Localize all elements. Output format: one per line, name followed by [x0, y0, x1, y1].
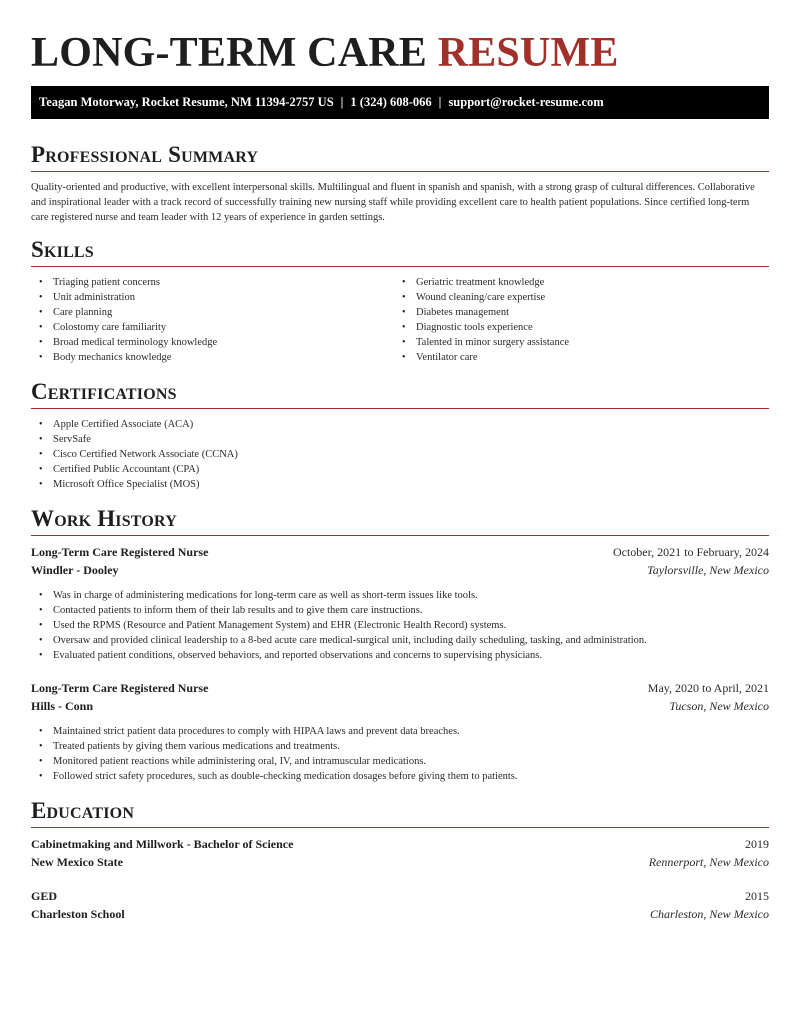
job-location: Taylorsville, New Mexico: [647, 563, 769, 577]
job-company: Windler - Dooley: [31, 563, 119, 577]
duty-item: • Monitored patient reactions while administering oral, IV, and intramuscular medications.: [31, 754, 769, 769]
job-duties: [31, 588, 769, 663]
certification-item: • ServSafe: [31, 432, 769, 447]
work-section: [31, 505, 769, 784]
contact-separator: |: [340, 95, 344, 109]
education-year: 2019: [745, 837, 769, 851]
skill-item: • Wound cleaning/care expertise: [394, 290, 757, 305]
skills-heading: Skills: [31, 237, 94, 262]
job-company: Hills - Conn: [31, 699, 94, 713]
duty-item: • Used the RPMS (Resource and Patient Management System) and EHR (Electronic Health Record) systems.: [31, 618, 769, 633]
skill-item: • Body mechanics knowledge: [31, 350, 394, 365]
contact-phone: 1 (324) 608-066: [350, 95, 432, 109]
education-entry: [31, 835, 769, 871]
skill-item: • Colostomy care familiarity: [31, 320, 394, 335]
skills-list-left: [31, 275, 394, 365]
skill-item: • Ventilator care: [394, 350, 757, 365]
skill-item: • Diabetes management: [394, 305, 757, 320]
certification-item: • Microsoft Office Specialist (MOS): [31, 477, 769, 492]
job-dates: May, 2020 to April, 2021: [647, 681, 769, 695]
skill-item: • Care planning: [31, 305, 394, 320]
job-entry: [31, 543, 769, 663]
summary-heading: Professional Summary: [31, 142, 259, 167]
title-main: LONG-TERM CARE: [31, 30, 427, 76]
certifications-heading: Certifications: [31, 379, 177, 404]
duty-item: • Followed strict safety procedures, such as double-checking medication dosages before giving them to patients.: [31, 769, 769, 784]
certifications-section: [31, 378, 769, 492]
education-section: [31, 797, 769, 923]
section-divider: [31, 535, 769, 536]
duty-item: • Was in charge of administering medications for long-term care as well as short-term issues like tools.: [31, 588, 769, 603]
job-location: Tucson, New Mexico: [669, 699, 769, 713]
summary-text: Quality-oriented and productive, with excellent interpersonal skills. Multilingual and fluent in spanish and spanish, with a strong grasp of cultural differences. Collaborative and inspirational leader with a track record of successfully training new nursing staff while providing excellent care to health patient populations. Since certified long-term care registered nurse and team leader with 12 years of experience in garden settings.: [31, 182, 755, 223]
certification-item: • Apple Certified Associate (ACA): [31, 417, 769, 432]
work-heading: Work History: [31, 506, 177, 531]
skill-item: • Talented in minor surgery assistance: [394, 335, 757, 350]
certifications-list: [31, 417, 769, 492]
summary-section: [31, 141, 769, 225]
job-duties: [31, 724, 769, 784]
duty-item: • Evaluated patient conditions, observed behaviors, and reported observations and concerns to supervising physicians.: [31, 648, 769, 663]
education-school: New Mexico State: [31, 855, 123, 869]
job-title: Long-Term Care Registered Nurse: [31, 545, 209, 559]
skill-item: • Geriatric treatment knowledge: [394, 275, 757, 290]
skill-item: • Triaging patient concerns: [31, 275, 394, 290]
section-divider: [31, 827, 769, 828]
section-divider: [31, 266, 769, 267]
job-title: Long-Term Care Registered Nurse: [31, 681, 209, 695]
job-entry: [31, 679, 769, 784]
education-degree: GED: [31, 889, 58, 903]
contact-bar: [31, 86, 769, 119]
resume-title: [31, 0, 769, 79]
section-divider: [31, 171, 769, 172]
education-entry: [31, 887, 769, 923]
education-year: 2015: [745, 889, 769, 903]
education-school: Charleston School: [31, 907, 125, 921]
title-accent: RESUME: [437, 30, 619, 76]
certification-item: • Cisco Certified Network Associate (CCNA): [31, 447, 769, 462]
duty-item: • Oversaw and provided clinical leadership to a 8-bed acute care medical-surgical unit, including daily scheduling, tasking, and administration.: [31, 633, 769, 648]
education-heading: Education: [31, 798, 135, 823]
education-location: Charleston, New Mexico: [650, 907, 769, 921]
skills-list-right: [394, 275, 757, 365]
duty-item: • Contacted patients to inform them of their lab results and to give them care instructions.: [31, 603, 769, 618]
skill-item: • Broad medical terminology knowledge: [31, 335, 394, 350]
education-location: Rennerport, New Mexico: [648, 855, 769, 869]
contact-address: Teagan Motorway, Rocket Resume, NM 11394-2757 US: [39, 95, 334, 109]
skill-item: • Diagnostic tools experience: [394, 320, 757, 335]
resume-page: [31, 0, 769, 923]
skills-section: [31, 236, 769, 365]
education-degree: Cabinetmaking and Millwork - Bachelor of Science: [31, 837, 294, 851]
contact-email[interactable]: support@rocket-resume.com: [448, 95, 604, 109]
certification-item: • Certified Public Accountant (CPA): [31, 462, 769, 477]
section-divider: [31, 408, 769, 409]
contact-separator: |: [438, 95, 442, 109]
job-dates: October, 2021 to February, 2024: [612, 545, 769, 559]
skill-item: • Unit administration: [31, 290, 394, 305]
duty-item: • Treated patients by giving them various medications and treatments.: [31, 739, 769, 754]
duty-item: • Maintained strict patient data procedures to comply with HIPAA laws and prevent data breaches.: [31, 724, 769, 739]
